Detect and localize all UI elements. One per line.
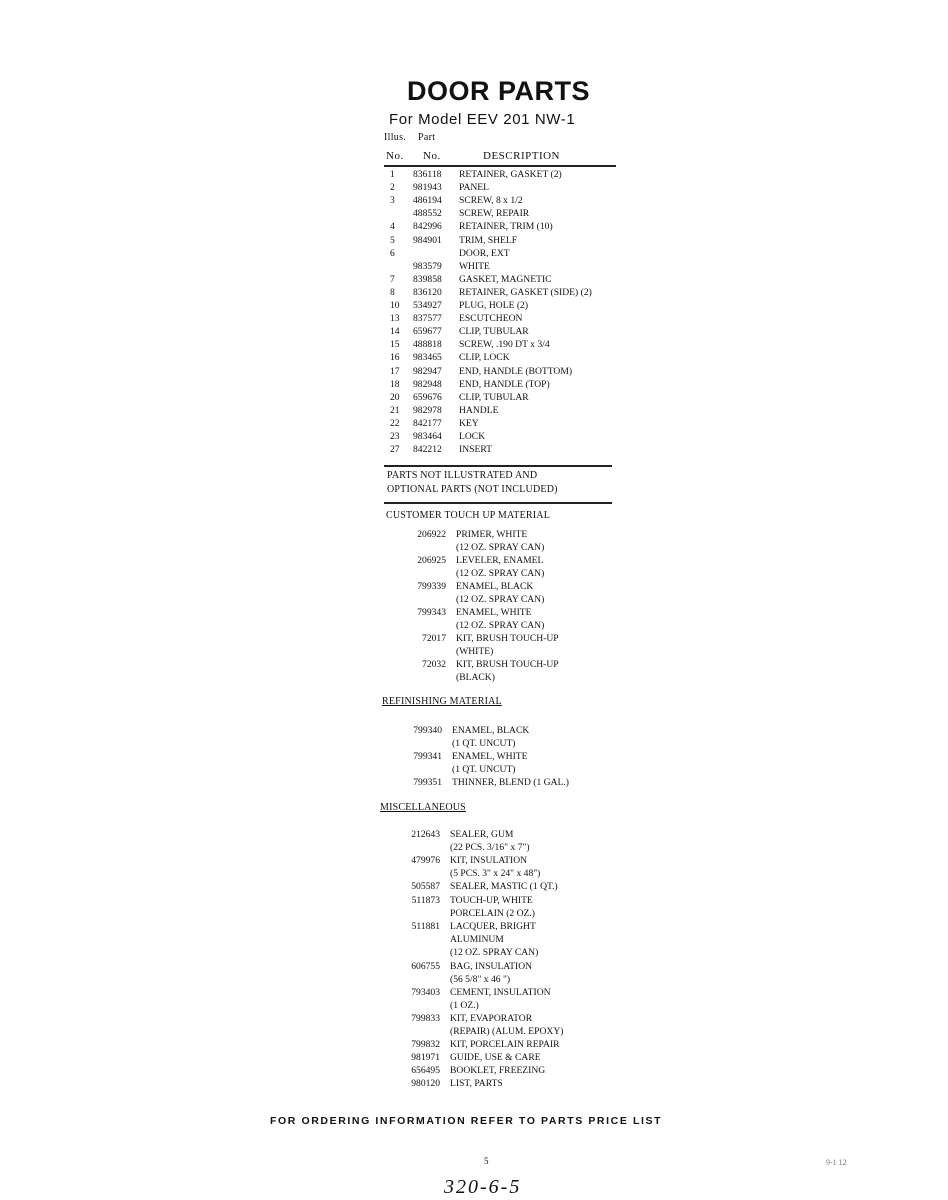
part-no: 983465 (413, 352, 442, 364)
parts-row (386, 260, 626, 273)
item-description-detail: (56 5/8" x 46 ") (450, 974, 511, 985)
item-description-detail: (1 QT. UNCUT) (452, 764, 516, 775)
part-no: 534927 (413, 300, 442, 311)
item-description: SEALER, GUM (450, 829, 514, 840)
item-description: KIT, BRUSH TOUCH-UP (456, 633, 559, 644)
item-description-detail: (12 OZ. SPRAY CAN) (456, 594, 545, 605)
part-no: 980120 (411, 1078, 440, 1089)
divider-rule (384, 465, 612, 467)
part-description: HANDLE (459, 404, 499, 416)
parts-row (386, 247, 626, 260)
part-no: 799833 (411, 1013, 440, 1024)
part-no: 72032 (422, 659, 446, 670)
part-no: 836118 (413, 169, 442, 180)
illus-no: 5 (390, 234, 395, 246)
part-description: GASKET, MAGNETIC (459, 273, 552, 285)
part-no: 842177 (413, 417, 442, 429)
item-description-detail: (BLACK) (456, 672, 495, 683)
illus-no: 4 (390, 221, 395, 233)
item-description: TOUCH-UP, WHITE (450, 895, 533, 906)
touch-up-heading: CUSTOMER TOUCH UP MATERIAL (386, 510, 551, 521)
header-illus-label: Illus. (384, 132, 407, 143)
illus-no: 18 (390, 378, 400, 390)
part-no: 799832 (411, 1039, 440, 1050)
part-no: 479976 (411, 855, 440, 866)
part-description: END, HANDLE (TOP) (459, 378, 550, 390)
part-no: 659676 (413, 391, 442, 403)
part-description: END, HANDLE (BOTTOM) (459, 365, 573, 377)
parts-row (386, 181, 626, 194)
item-description: (12 OZ. SPRAY CAN) (450, 947, 539, 958)
part-no: 799343 (417, 607, 446, 618)
part-no: 488818 (413, 339, 442, 351)
parts-row (386, 220, 626, 233)
model-subtitle: For Model EEV 201 NW-1 (389, 111, 576, 128)
part-no: 206925 (417, 555, 446, 566)
parts-row (386, 443, 626, 456)
part-no: 799340 (413, 725, 442, 736)
illus-no: 27 (390, 444, 400, 456)
illus-no: 8 (390, 286, 395, 298)
item-description: ENAMEL, BLACK (456, 581, 534, 592)
illus-no: 7 (390, 273, 395, 285)
part-no: 486194 (413, 195, 442, 207)
parts-row (386, 338, 626, 351)
part-no: 983464 (413, 431, 442, 442)
parts-row (386, 417, 626, 430)
part-no: 981943 (413, 182, 442, 194)
parts-row (386, 273, 626, 286)
illus-no: 6 (390, 247, 395, 259)
header-part-label: Part (418, 132, 436, 143)
item-description-detail: PORCELAIN (2 OZ.) (450, 908, 536, 919)
item-description: BAG, INSULATION (450, 961, 533, 972)
illus-no: 10 (390, 300, 400, 311)
item-description-detail: (1 QT. UNCUT) (452, 738, 516, 749)
item-description: GUIDE, USE & CARE (450, 1052, 541, 1063)
item-description: ENAMEL, WHITE (456, 607, 532, 618)
illus-no: 15 (390, 339, 400, 351)
part-description: RETAINER, TRIM (10) (459, 221, 553, 233)
part-no: 606755 (411, 961, 440, 972)
illus-no: 16 (390, 352, 400, 364)
parts-row (386, 365, 626, 378)
part-no: 656495 (411, 1065, 440, 1076)
refinishing-heading: REFINISHING MATERIAL (382, 696, 502, 707)
part-no: 505587 (411, 881, 440, 892)
part-no: 206922 (417, 529, 446, 540)
item-description-detail: (22 PCS. 3/16" x 7") (450, 842, 530, 853)
part-description: SCREW, 8 x 1/2 (459, 195, 523, 207)
item-description-detail: (REPAIR) (ALUM. EPOXY) (450, 1026, 564, 1037)
part-no: 212643 (411, 829, 440, 840)
part-description: TRIM, SHELF (459, 234, 518, 246)
item-description: ENAMEL, BLACK (452, 725, 530, 736)
part-description: INSERT (459, 444, 493, 456)
parts-row (386, 312, 626, 325)
item-description: ENAMEL, WHITE (452, 751, 528, 762)
handwritten-note: 320-6-5 (444, 1176, 522, 1198)
part-no: 799339 (417, 581, 446, 592)
part-no: 72017 (422, 633, 446, 644)
part-description: WHITE (459, 260, 490, 272)
item-description-detail: (5 PCS. 3" x 24" x 48") (450, 868, 541, 879)
part-description: PANEL (459, 182, 490, 194)
part-no: 984901 (413, 234, 442, 246)
parts-row (386, 404, 626, 417)
illus-no: 21 (390, 404, 400, 416)
item-description-detail: ALUMINUM (450, 934, 504, 945)
part-no: 982978 (413, 404, 442, 416)
header-description: DESCRIPTION (483, 150, 561, 162)
part-no: 799341 (413, 751, 442, 762)
item-description: SEALER, MASTIC (1 QT.) (450, 881, 558, 892)
item-description-detail: (12 OZ. SPRAY CAN) (456, 620, 545, 631)
item-description: THINNER, BLEND (1 GAL.) (452, 777, 569, 788)
part-no: 511873 (411, 895, 440, 906)
part-description: CLIP, LOCK (459, 352, 510, 364)
part-description: DOOR, EXT (459, 247, 510, 259)
part-description: KEY (459, 417, 479, 429)
part-no: 981971 (411, 1052, 440, 1063)
part-no: 839858 (413, 273, 442, 285)
part-no: 842212 (413, 444, 442, 456)
part-no: 836120 (413, 286, 442, 298)
part-description: CLIP, TUBULAR (459, 326, 529, 338)
parts-row (386, 351, 626, 364)
part-description: PLUG, HOLE (2) (459, 300, 529, 311)
illus-no: 20 (390, 391, 400, 403)
item-description-detail: (WHITE) (456, 646, 494, 657)
header-rule (384, 165, 616, 167)
header-part-no: No. (423, 150, 441, 162)
part-description: RETAINER, GASKET (2) (459, 169, 562, 180)
parts-row (386, 168, 626, 181)
parts-row (386, 430, 626, 443)
item-description: LEVELER, ENAMEL (456, 555, 544, 566)
part-no: 982947 (413, 365, 442, 377)
illus-no: 14 (390, 326, 400, 338)
parts-row (386, 207, 626, 220)
parts-row (386, 286, 626, 299)
item-description: BOOKLET, FREEZING (450, 1065, 546, 1076)
item-description: CEMENT, INSULATION (450, 987, 551, 998)
part-no: 799351 (413, 777, 442, 788)
misc-heading: MISCELLANEOUS (380, 802, 466, 813)
parts-row (386, 325, 626, 338)
item-description: LACQUER, BRIGHT (450, 921, 536, 932)
item-description: KIT, EVAPORATOR (450, 1013, 533, 1024)
part-no: 842996 (413, 221, 442, 233)
part-description: ESCUTCHEON (459, 313, 523, 325)
part-description: RETAINER, GASKET (SIDE) (2) (459, 286, 592, 298)
corner-note: 9-1 12 (826, 1158, 847, 1167)
item-description-detail: (1 OZ.) (450, 1000, 479, 1011)
parts-row (386, 391, 626, 404)
parts-row (386, 194, 626, 207)
parts-row (386, 299, 626, 312)
not-illustrated-line1: PARTS NOT ILLUSTRATED AND (387, 470, 538, 481)
part-no: 837577 (413, 313, 442, 325)
illus-no: 2 (390, 182, 395, 194)
parts-row (386, 234, 626, 247)
ordering-footer: FOR ORDERING INFORMATION REFER TO PARTS PRICE LIST (270, 1115, 663, 1127)
item-description: KIT, PORCELAIN REPAIR (450, 1039, 560, 1050)
divider-rule-2 (384, 502, 612, 504)
part-no: 659677 (413, 326, 442, 338)
part-description: SCREW, REPAIR (459, 208, 530, 220)
item-description-detail: (12 OZ. SPRAY CAN) (456, 568, 545, 579)
part-description: SCREW, .190 DT x 3/4 (459, 339, 550, 351)
part-no: 982948 (413, 378, 442, 390)
illus-no: 3 (390, 195, 395, 207)
illus-no: 22 (390, 417, 400, 429)
parts-row (386, 378, 626, 391)
item-description: KIT, BRUSH TOUCH-UP (456, 659, 559, 670)
part-description: LOCK (459, 431, 486, 442)
header-illus-no: No. (386, 150, 404, 162)
item-description: PRIMER, WHITE (456, 529, 528, 540)
page-number: 5 (484, 1156, 489, 1166)
part-no: 983579 (413, 260, 442, 272)
part-no: 793403 (411, 987, 440, 998)
illus-no: 23 (390, 431, 400, 442)
illus-no: 17 (390, 365, 400, 377)
part-no: 511881 (411, 921, 440, 932)
item-description: LIST, PARTS (450, 1078, 503, 1089)
illus-no: 1 (390, 169, 395, 180)
item-description: KIT, INSULATION (450, 855, 528, 866)
not-illustrated-line2: OPTIONAL PARTS (NOT INCLUDED) (387, 484, 558, 495)
item-description-detail: (12 OZ. SPRAY CAN) (456, 542, 545, 553)
page-title: DOOR PARTS (407, 76, 591, 106)
part-description: CLIP, TUBULAR (459, 391, 529, 403)
part-no: 488552 (413, 208, 442, 220)
illus-no: 13 (390, 313, 400, 325)
